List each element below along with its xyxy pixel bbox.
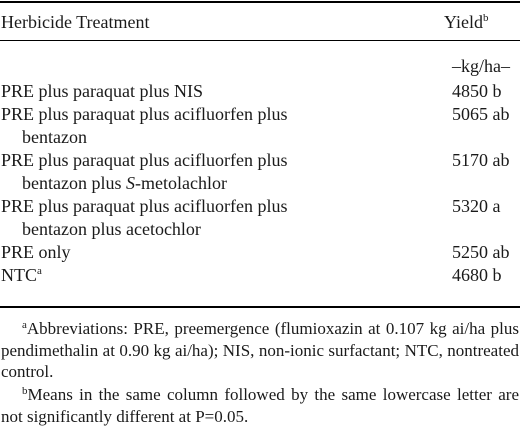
- row-treatment: PRE plus paraquat plus acifluorfen plus: [1, 196, 288, 216]
- footnote-b-text: Means in the same column followed by the same lowercase letter are not significantly different at P=0.05.: [1, 385, 519, 426]
- row-treatment: PRE plus paraquat plus NIS: [1, 81, 203, 101]
- row-treatment-italic: S: [125, 173, 135, 193]
- footnote-b: [1, 384, 519, 427]
- row-yield: 5065 ab: [452, 104, 510, 124]
- row-treatment-continued: bentazon: [22, 127, 87, 147]
- row-treatment-continued: bentazon plus acetochlor: [22, 219, 201, 239]
- row-yield: 4850 b: [452, 81, 502, 101]
- row-treatment: PRE plus paraquat plus acifluorfen plus: [1, 150, 288, 170]
- footnote-mark: a: [37, 265, 42, 277]
- table-header-rule: [0, 40, 520, 41]
- header-yield-label: Yield: [444, 12, 483, 32]
- footnote-a-text: Abbreviations: PRE, preemergence (flumioxazin at 0.107 kg ai/ha plus pendimethalin at 0.90 kg ai/ha); NIS, non-ionic surfactant; NTC, nontreated control.: [1, 319, 519, 381]
- row-treatment-text: bentazon plus: [22, 173, 126, 193]
- row-yield: 5170 ab: [452, 150, 510, 170]
- row-treatment: PRE plus paraquat plus acifluorfen plus: [1, 104, 288, 124]
- header-yield-footnote-mark: b: [483, 12, 489, 24]
- header-yield: [444, 11, 489, 33]
- table-bottom-rule: [0, 306, 520, 308]
- row-yield: 5320 a: [452, 196, 501, 216]
- header-treatment: Herbicide Treatment: [1, 12, 150, 32]
- row-treatment-continued: [22, 172, 227, 194]
- row-treatment-text: -metolachlor: [134, 173, 227, 193]
- row-yield: 4680 b: [452, 265, 502, 285]
- row-treatment-text: NTC: [1, 265, 37, 285]
- table-top-rule: [0, 1, 520, 3]
- footnote-b-mark: b: [22, 385, 28, 397]
- row-treatment: [1, 264, 42, 286]
- row-treatment: PRE only: [1, 242, 71, 262]
- footnote-a-mark: a: [22, 319, 27, 331]
- row-yield: 5250 ab: [452, 242, 510, 262]
- footnote-a: [1, 318, 519, 383]
- yield-units: –kg/ha–: [452, 56, 510, 76]
